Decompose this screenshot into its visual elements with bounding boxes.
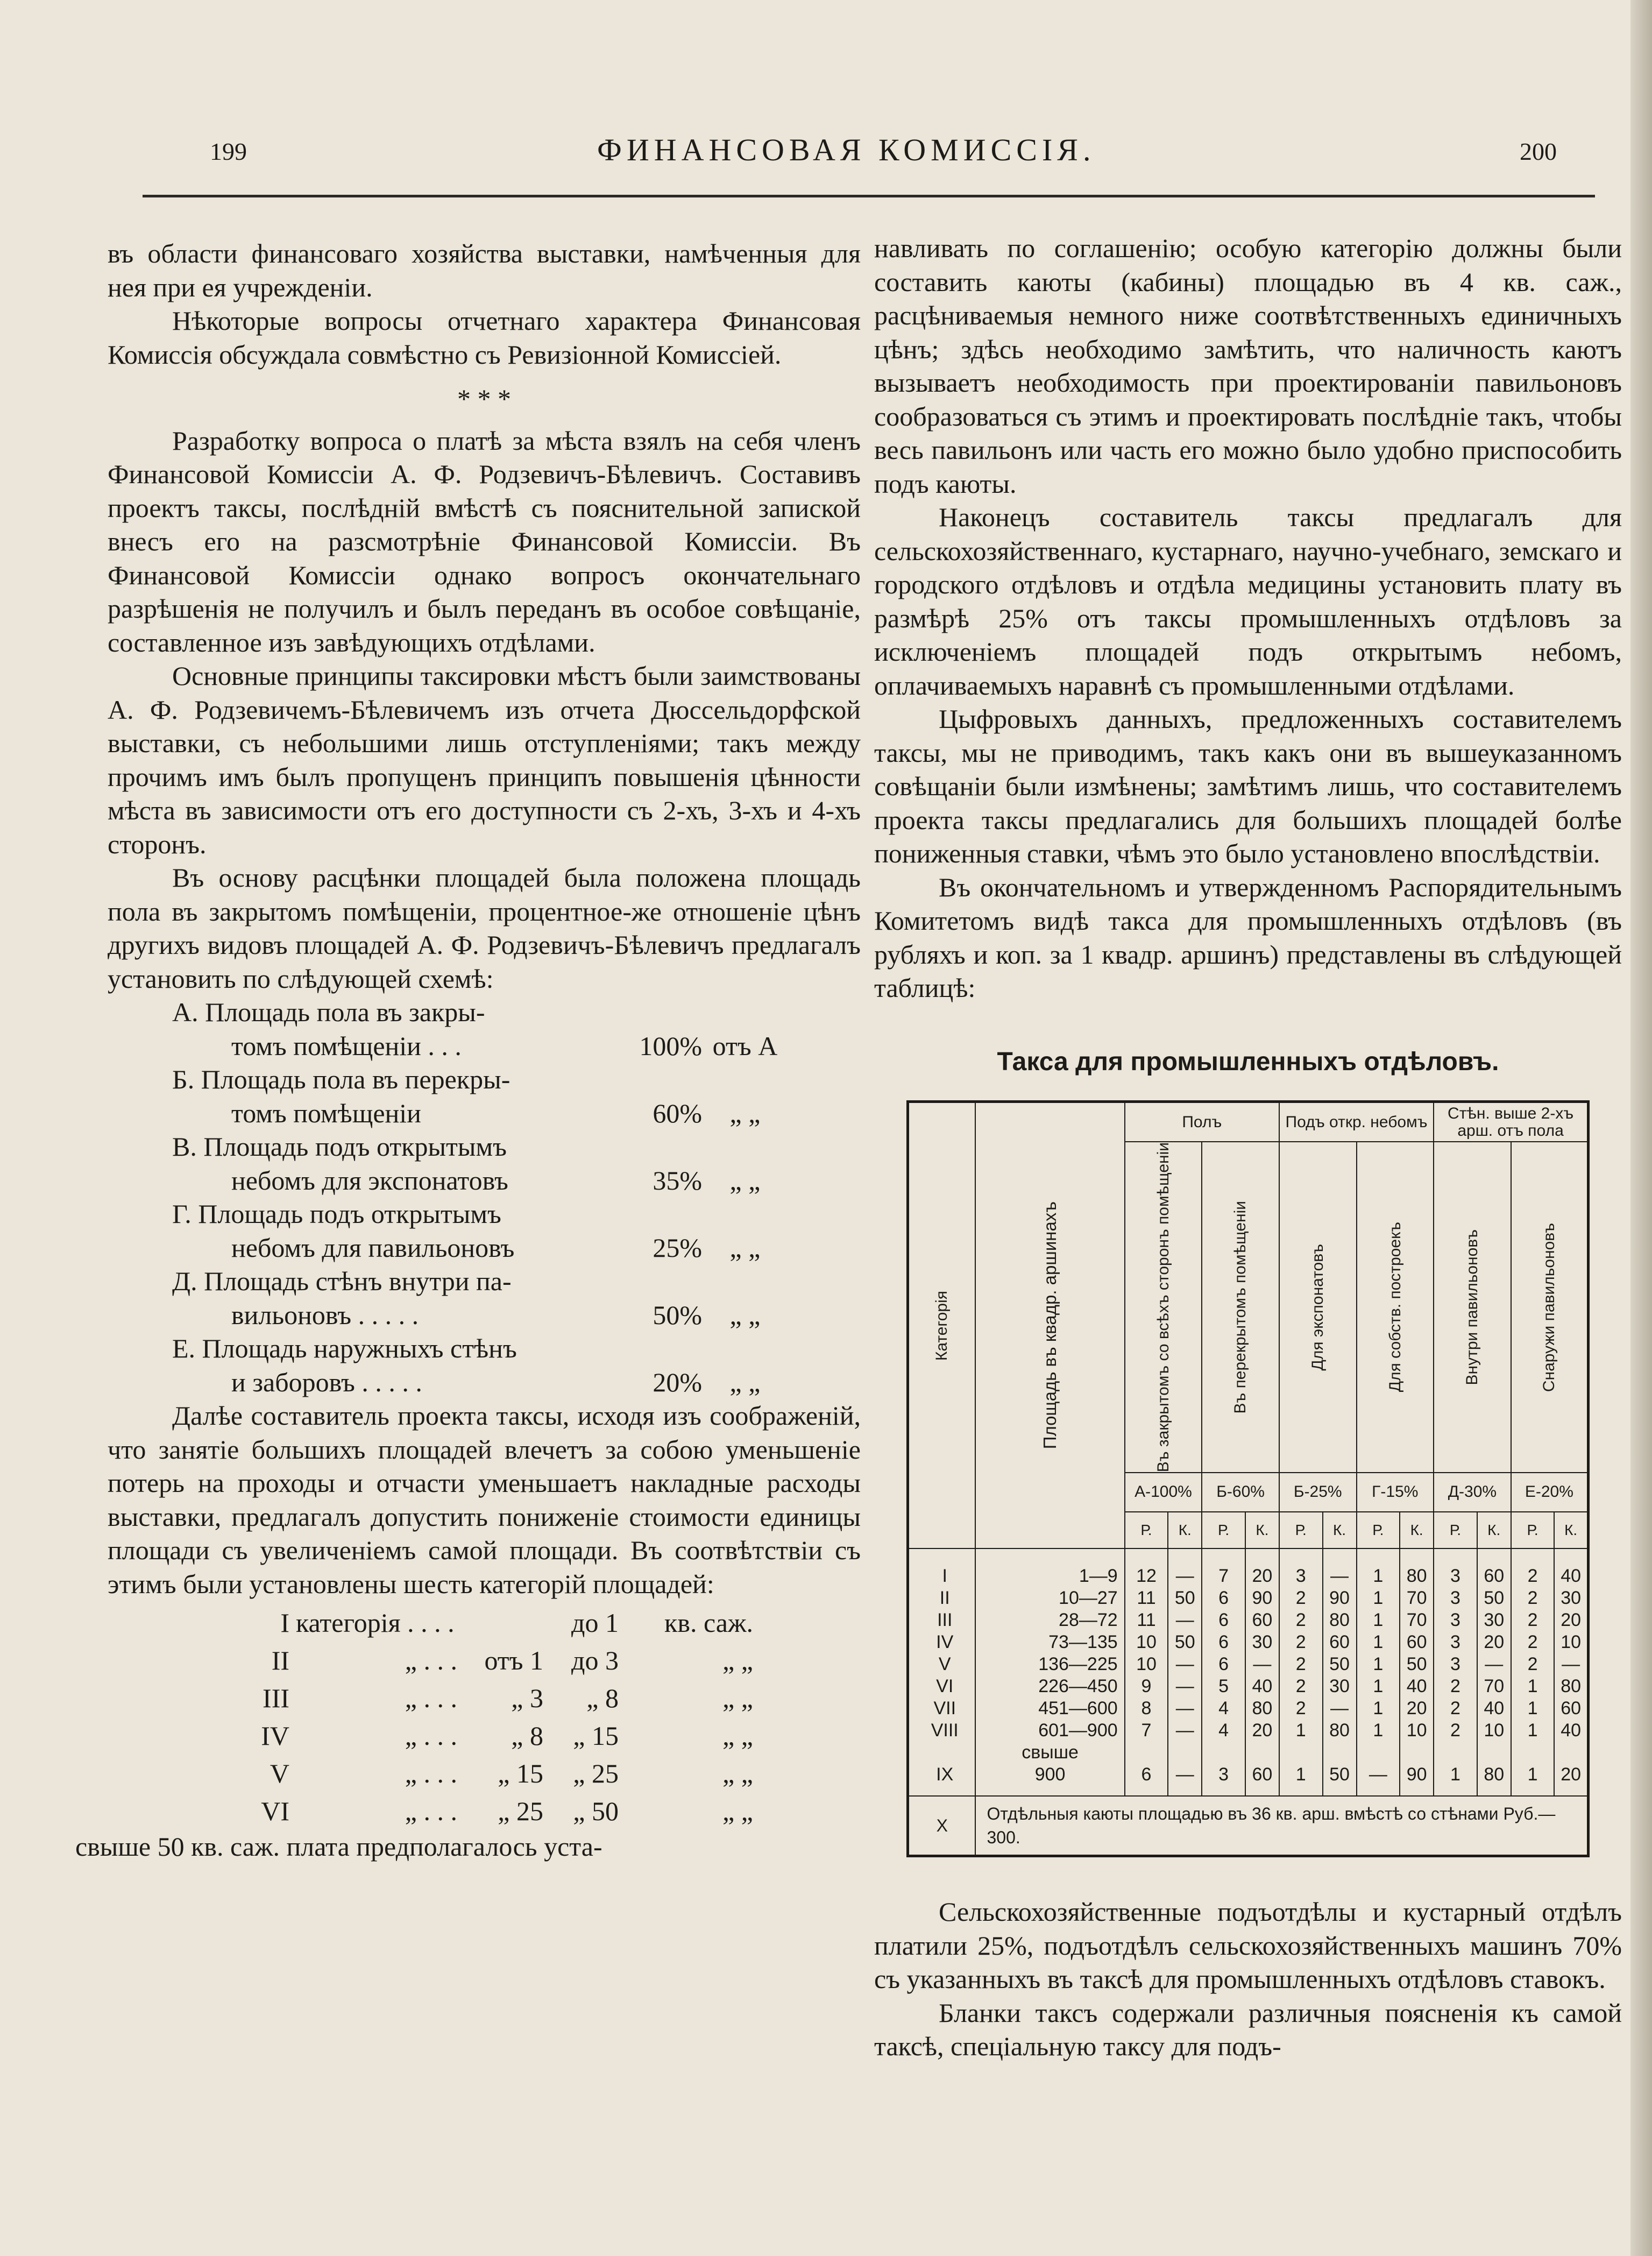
group-open-sky: Подъ откр. небомъ [1279,1102,1434,1142]
category-cell: X [908,1796,976,1856]
schedule-item [108,995,861,1063]
rate-cell: 30 [1554,1587,1588,1609]
unit-kop: К. [1245,1512,1279,1549]
rate-cell: 1 [1357,1548,1400,1587]
running-title: ФИНАНСОВАЯ КОМИССІЯ. [597,132,1096,167]
paragraph: Разработку вопроса о платѣ за мѣста взялъ на себя членъ Финансовой Комиссіи А. Ф. Родзевичъ-Бѣлевичъ. Составивъ проектъ таксы, послѣдній вмѣстѣ съ пояснительной запиской внесъ его на разсмотрѣніе Финансовой Комиссіи. Въ Финансовой Комиссіи однако вопросъ окончательнаго разрѣшенія не получилъ и былъ переданъ въ особое совѣщаніе, составленное изъ завѣдующихъ отдѣлами. [108,425,861,657]
category-numeral: III [263,1682,289,1713]
category-label: „ . . . [405,1682,457,1713]
table-row [908,1698,1589,1720]
schedule-relative: „ „ [729,1165,761,1196]
schedule-line: томъ помѣщеніи . . . [231,1030,462,1061]
table-row [908,1764,1589,1796]
rate-cell [1168,1742,1202,1764]
category-cell: I [908,1548,976,1587]
rate-cell: 4 [1202,1720,1245,1742]
unit-rub: Р. [1434,1512,1477,1549]
rate-schedule [108,995,861,1399]
rate-cell: 1 [1357,1587,1400,1609]
schedule-relative: „ „ [729,1232,761,1263]
rate-cell [1245,1742,1279,1764]
category-to: „ 15 [573,1720,619,1751]
rate-cell: 1 [1511,1764,1555,1796]
group-floor: Полъ [1125,1102,1279,1142]
unit-rub: Р. [1202,1512,1245,1549]
table-row [908,1587,1589,1609]
category-label: категорія . . . . [296,1607,455,1638]
page-number-right: 200 [1520,138,1557,165]
paragraph: Наконецъ составитель таксы предлагалъ для сельскохозяйственнаго, кустарнаго, научно-учебнаго, земскаго и городского отдѣловъ и отдѣла медицины установить плату въ размѣрѣ 25% отъ таксы промышленныхъ отдѣловъ за исключеніемъ площадей подъ открытымъ небомъ, оплачиваемыхъ наравнѣ съ промышленными отдѣлами. [874,502,1622,701]
rate-cell: — [1168,1653,1202,1675]
rate-cell: 2 [1434,1720,1477,1742]
unit-kop: К. [1554,1512,1588,1549]
rate-cell: 40 [1400,1675,1434,1698]
rate-cell: 3 [1434,1631,1477,1653]
unit-rub: Р. [1125,1512,1168,1549]
table-row [908,1675,1589,1698]
category-from: „ 8 [511,1720,543,1751]
rate-cell: 1 [1357,1720,1400,1742]
rate-cell: 3 [1434,1653,1477,1675]
rate-cell: 1 [1357,1609,1400,1631]
rate-cell: 2 [1279,1631,1323,1653]
rate-cell: 2 [1279,1609,1323,1631]
rate-cell [1434,1742,1477,1764]
rate-cell: 3 [1434,1609,1477,1631]
rate-cell: 2 [1511,1587,1555,1609]
rate-cell: 40 [1245,1675,1279,1698]
paragraph: Въ основу расцѣнки площадей была положена площадь пола въ закрытомъ помѣщеніи, процентное-же отношеніе цѣнъ другихъ видовъ площадей А. Ф. Родзевичъ-Бѣлевичъ предлагалъ установить по слѣдующей схемѣ: [108,862,861,994]
paragraph: Въ окончательномъ и утвержденномъ Распорядительнымъ Комитетомъ видѣ такса для промышленныхъ отдѣловъ (въ рубляхъ и коп. за 1 квадр. аршинъ) представлены въ слѣдующей таблицѣ: [874,872,1622,1003]
header-rule [143,195,1595,197]
rate-cell: 3 [1202,1764,1245,1796]
rate-cell: 30 [1477,1609,1511,1631]
rate-cell: 11 [1125,1609,1168,1631]
area-cell: 136—225 [975,1653,1124,1675]
rate-cell [1511,1742,1555,1764]
rate-cell: 1 [1357,1653,1400,1675]
table-row [908,1631,1589,1653]
rate-cell [1125,1742,1168,1764]
rate-cell: — [1168,1609,1202,1631]
schedule-item [108,1130,861,1197]
category-cell: II [908,1587,976,1609]
category-to: до 3 [571,1645,619,1675]
percent-label: Д-30% [1434,1473,1511,1512]
rate-cell: 2 [1279,1675,1323,1698]
category-to: „ 50 [573,1795,619,1826]
category-unit: „ „ [722,1758,753,1788]
table-row [908,1720,1589,1742]
schedule-relative: отъ А [712,1030,778,1061]
rate-cell [1554,1742,1588,1764]
unit-kop: К. [1400,1512,1434,1549]
rate-cell: 50 [1323,1764,1357,1796]
schedule-percent: 100% [639,1030,702,1061]
sub-covered-room: Въ перекрытомъ помѣщеніи [1202,1142,1279,1473]
rate-cell: 1 [1511,1720,1555,1742]
category-item [108,1642,861,1679]
page-number-left: 199 [210,138,247,165]
rate-cell: 7 [1202,1548,1245,1587]
rate-cell: 60 [1245,1609,1279,1631]
area-cell: 451—600 [975,1698,1124,1720]
left-column [75,237,861,1864]
rate-cell: — [1357,1764,1400,1796]
schedule-item [108,1264,861,1332]
category-to: „ 8 [586,1682,619,1713]
schedule-item [108,1332,861,1399]
schedule-line: вильоновъ . . . . . [231,1299,419,1330]
rate-cell: 10 [1554,1631,1588,1653]
category-list [108,1604,861,1830]
rate-cell: — [1245,1653,1279,1675]
rate-cell: 90 [1323,1587,1357,1609]
category-cell: VI [908,1675,976,1698]
rate-cell: 40 [1554,1720,1588,1742]
paragraph: Сельскохозяйственные подъотдѣлы и кустарный отдѣлъ платили 25%, подъотдѣлъ сельскохозяйственныхъ машинъ 70% съ указанныхъ въ таксѣ для промышленныхъ отдѣловъ ставокъ. [874,1897,1622,1995]
category-unit: „ „ [722,1645,753,1675]
rate-cell: 1 [1511,1675,1555,1698]
rate-cell: — [1323,1698,1357,1720]
table-row [908,1609,1589,1631]
schedule-line: небомъ для экспонатовъ [231,1165,508,1196]
rate-cell: — [1168,1675,1202,1698]
percent-label: Е-20% [1511,1473,1589,1512]
schedule-line: небомъ для павильоновъ [231,1232,515,1263]
category-numeral: I [280,1607,289,1638]
category-unit: „ „ [722,1720,753,1751]
unit-kop: К. [1168,1512,1202,1549]
rate-cell: — [1168,1698,1202,1720]
rate-cell: 2 [1434,1698,1477,1720]
rate-cell: 2 [1434,1675,1477,1698]
area-cell: 1—9 [975,1548,1124,1587]
rate-cell: 80 [1323,1720,1357,1742]
schedule-relative: „ „ [729,1299,761,1330]
rate-cell: 1 [1279,1764,1323,1796]
rate-cell: 50 [1323,1653,1357,1675]
rate-cell [1477,1742,1511,1764]
rate-cell [1400,1742,1434,1764]
rate-cell: 3 [1279,1548,1323,1587]
rate-cell [1279,1742,1323,1764]
rate-cell: 20 [1245,1548,1279,1587]
rate-cell: 2 [1511,1609,1555,1631]
percent-label: Б-25% [1279,1473,1357,1512]
category-from: „ 25 [498,1795,543,1826]
category-cell: V [908,1653,976,1675]
category-cell: III [908,1609,976,1631]
category-label: „ . . . [405,1758,457,1788]
header-category: Категорія [908,1102,976,1549]
category-numeral: V [270,1758,289,1788]
schedule-line: Е. Площадь наружныхъ стѣнъ [172,1333,517,1363]
rate-cell: — [1168,1764,1202,1796]
table-title: Такса для промышленныхъ отдѣловъ. [997,1047,1499,1076]
category-numeral: VI [261,1795,289,1826]
rate-cell: 12 [1125,1548,1168,1587]
schedule-line: В. Площадь подъ открытымъ [172,1131,507,1162]
category-item [108,1717,861,1755]
rate-cell [1357,1742,1400,1764]
rate-cell: 60 [1554,1698,1588,1720]
sub-exhibits: Для экспонатовъ [1279,1142,1357,1473]
rate-cell: 90 [1245,1587,1279,1609]
rate-cell: 60 [1477,1548,1511,1587]
rate-cell: 2 [1511,1548,1555,1587]
percent-label: Б-60% [1202,1473,1279,1512]
rate-cell: 60 [1400,1631,1434,1653]
rate-cell: 2 [1511,1653,1555,1675]
rate-cell: 80 [1245,1698,1279,1720]
rate-cell: 6 [1125,1764,1168,1796]
rate-cell: 80 [1477,1764,1511,1796]
schedule-line: Б. Площадь пола въ перекры- [172,1064,511,1094]
rate-cell: 50 [1477,1587,1511,1609]
rate-cell: 1 [1279,1720,1323,1742]
sub-outside-pavilions: Снаружи павильоновъ [1511,1142,1589,1473]
rate-cell: — [1168,1720,1202,1742]
category-label: „ . . . [405,1720,457,1751]
rate-cell: — [1323,1548,1357,1587]
area-cell: 10—27 [975,1587,1124,1609]
schedule-percent: 50% [653,1299,702,1330]
area-cell: 601—900 [975,1720,1124,1742]
rate-cell: 50 [1168,1587,1202,1609]
rate-cell: 40 [1554,1548,1588,1587]
paragraph: навливать по соглашенію; особую категорію должны были составить каюты (кабины) площадью въ 4 кв. саж., расцѣниваемыя немного ниже соотвѣтственныхъ единичныхъ цѣнъ; здѣсь необходимо замѣтить, что наличность каютъ вызываетъ необходимость при проектированіи павильоновъ сообразоваться съ этимъ и проектировать послѣдніе такъ, чтобы весь павильонъ или часть его можно было удобно приспособить подъ каюты. [874,233,1622,499]
rate-cell: — [1168,1548,1202,1587]
rate-cell: 6 [1202,1609,1245,1631]
rate-cell: 3 [1434,1587,1477,1609]
category-item [108,1679,861,1717]
category-numeral: II [271,1645,289,1675]
category-to: до 1 [571,1607,619,1638]
rate-cell: 8 [1125,1698,1168,1720]
rate-cell: 2 [1279,1587,1323,1609]
rate-cell: 30 [1245,1631,1279,1653]
rate-cell: 10 [1400,1720,1434,1742]
rate-cell: 2 [1279,1698,1323,1720]
category-from: „ 3 [511,1682,543,1713]
schedule-item [108,1063,861,1130]
table-row [908,1796,1589,1856]
rate-cell: — [1554,1653,1588,1675]
category-cell: VIII [908,1720,976,1742]
header-area: Площадь въ квадр. аршинахъ [975,1102,1124,1549]
category-cell: VII [908,1698,976,1720]
rate-cell: 60 [1323,1631,1357,1653]
rate-cell: 20 [1477,1631,1511,1653]
rate-cell: 4 [1202,1698,1245,1720]
rate-cell: 20 [1554,1764,1588,1796]
category-unit: „ „ [722,1795,753,1826]
sub-inside-pavilions: Внутри павильоновъ [1434,1142,1511,1473]
category-numeral: IV [261,1720,289,1751]
rate-cell: 2 [1511,1631,1555,1653]
rate-cell: 5 [1202,1675,1245,1698]
rate-cell: 20 [1554,1609,1588,1631]
page-edge [1630,0,1652,2256]
paragraph: Нѣкоторые вопросы отчетнаго характера Финансовая Комиссія обсуждала совмѣстно съ Ревизіонной Комиссіей. [108,306,861,370]
table-row [908,1653,1589,1675]
rate-cell [1323,1742,1357,1764]
rate-cell: 20 [1400,1698,1434,1720]
unit-rub: Р. [1279,1512,1323,1549]
percent-label: А-100% [1125,1473,1202,1512]
unit-rub: Р. [1511,1512,1555,1549]
category-item [108,1792,861,1830]
table-body [908,1548,1589,1856]
rate-cell [1202,1742,1245,1764]
percent-label: Г-15% [1357,1473,1434,1512]
schedule-percent: 25% [653,1232,702,1263]
rate-cell: 1 [1357,1698,1400,1720]
paragraph: Основные принципы таксировки мѣстъ были заимствованы А. Ф. Родзевичемъ-Бѣлевичемъ изъ отчета Дюссельдорфской выставки, съ небольшими лишь отступленіями; такъ между прочимъ имъ былъ пропущенъ принципъ повышенія цѣнности мѣста въ зависимости отъ его доступности съ 2-хъ, 3-хъ и 4-хъ сторонъ. [108,661,861,859]
rate-cell: 3 [1434,1548,1477,1587]
rate-cell: 70 [1400,1587,1434,1609]
rate-cell: 1 [1434,1764,1477,1796]
section-separator: * * * [457,384,511,414]
category-from: „ 15 [498,1758,543,1788]
rate-cell: 50 [1168,1631,1202,1653]
category-cell [908,1742,976,1764]
area-cell: 73—135 [975,1631,1124,1653]
rate-cell: 2 [1279,1653,1323,1675]
right-column [874,231,1622,2063]
paragraph: Цыфровыхъ данныхъ, предложенныхъ составителемъ таксы, мы не приводимъ, такъ какъ они въ вышеуказанномъ совѣщаніи были измѣнены; замѣтимъ лишь, что составителемъ проекта таксы предлагались для большихъ площадей болѣе пониженныя ставки, чѣмъ это было установлено впослѣдствіи. [874,704,1622,868]
rate-cell: 1 [1357,1631,1400,1653]
category-item [108,1755,861,1792]
unit-rub: Р. [1357,1512,1400,1549]
table-row [908,1742,1589,1764]
schedule-line: Г. Площадь подъ открытымъ [172,1199,501,1229]
paragraph: Бланки таксъ содержали различныя поясненія къ самой таксѣ, спеціальную таксу для подъ- [874,1997,1622,2062]
rate-cell: 90 [1400,1764,1434,1796]
rate-cell: 30 [1323,1675,1357,1698]
rate-cell: 10 [1125,1653,1168,1675]
unit-kop: К. [1323,1512,1357,1549]
paragraph: въ области финансоваго хозяйства выставки, намѣченныя для нея при ея учрежденіи. [108,238,861,302]
rate-cell: 7 [1125,1720,1168,1742]
schedule-relative: „ „ [729,1098,761,1128]
rate-cell: 70 [1477,1675,1511,1698]
rate-cell: 11 [1125,1587,1168,1609]
rate-cell: 10 [1477,1720,1511,1742]
rate-cell: 1 [1357,1675,1400,1698]
schedule-line: и заборовъ . . . . . [231,1367,422,1397]
rate-cell: 6 [1202,1653,1245,1675]
schedule-item [108,1197,861,1264]
category-cell: IX [908,1764,976,1796]
schedule-line: Д. Площадь стѣнъ внутри па- [172,1266,512,1296]
cabin-note: Отдѣльныя каюты площадью въ 36 кв. арш. вмѣстѣ со стѣнами Руб.—300. [975,1796,1588,1856]
category-to: „ 25 [573,1758,619,1788]
schedule-percent: 60% [653,1098,702,1128]
paragraph: свыше 50 кв. саж. плата предполагалось уста- [75,1831,602,1862]
tariff-table [906,1100,1590,1857]
area-cell: свыше [975,1742,1124,1764]
rate-cell: 40 [1477,1698,1511,1720]
schedule-line: А. Площадь пола въ закры- [172,997,485,1027]
rate-cell: 50 [1400,1653,1434,1675]
category-label: „ . . . [405,1795,457,1826]
group-walls: Стѣн. выше 2-хъ арш. отъ пола [1434,1102,1588,1142]
category-unit: „ „ [722,1682,753,1713]
sub-own-buildings: Для собств. построекъ [1357,1142,1434,1473]
category-from: отъ 1 [484,1645,543,1675]
schedule-percent: 35% [653,1165,702,1196]
area-cell: 900 [975,1764,1124,1796]
category-cell: IV [908,1631,976,1653]
rate-cell: 80 [1400,1548,1434,1587]
rate-cell: 6 [1202,1587,1245,1609]
rate-cell: 70 [1400,1609,1434,1631]
rate-cell: 10 [1125,1631,1168,1653]
schedule-relative: „ „ [729,1367,761,1397]
category-item [108,1604,861,1642]
paragraph: Далѣе составитель проекта таксы, исходя изъ соображеній, что занятіе большихъ площадей влечетъ за собою уменьшеніе потерь на проходы и отчасти уменьшаетъ накладные расходы выставки, предлагалъ допустить пониженіе стоимости единицы площади съ увеличеніемъ самой площади. Въ соотвѣтствіи съ этимъ были установлены шесть категорій площадей: [108,1401,861,1599]
rate-cell: — [1477,1653,1511,1675]
rate-cell: 80 [1323,1609,1357,1631]
category-label: „ . . . [405,1645,457,1675]
rate-cell: 1 [1511,1698,1555,1720]
category-unit: кв. саж. [664,1607,753,1638]
rate-cell: 20 [1245,1720,1279,1742]
rate-cell: 6 [1202,1631,1245,1653]
schedule-percent: 20% [653,1367,702,1397]
area-cell: 226—450 [975,1675,1124,1698]
sub-closed-room: Въ закрытомъ со всѣхъ сторонъ помѣщеніи [1125,1142,1202,1473]
schedule-line: томъ помѣщеніи [231,1098,421,1128]
rate-cell: 60 [1245,1764,1279,1796]
rate-cell: 80 [1554,1675,1588,1698]
rate-cell: 9 [1125,1675,1168,1698]
area-cell: 28—72 [975,1609,1124,1631]
unit-kop: К. [1477,1512,1511,1549]
table-row [908,1548,1589,1587]
